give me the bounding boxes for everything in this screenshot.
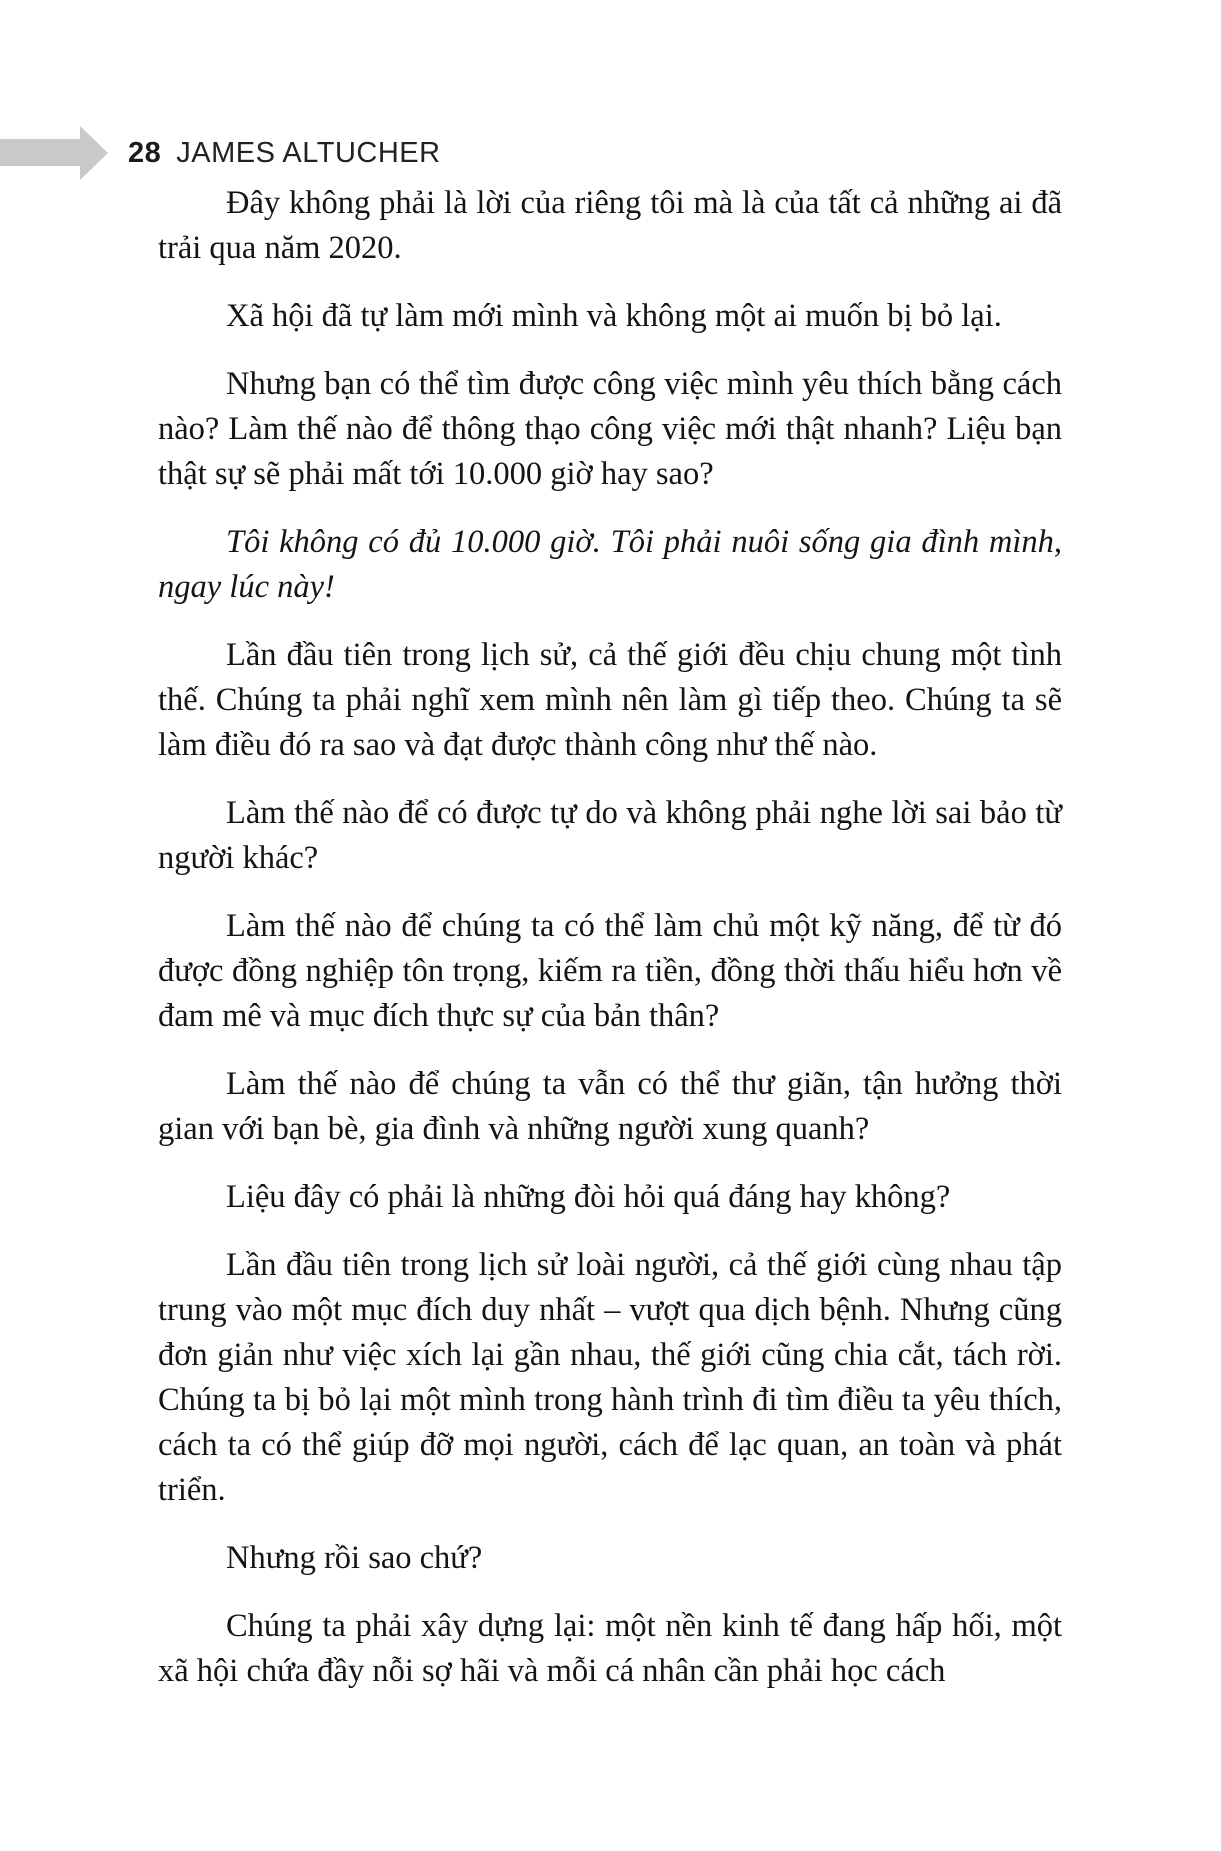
paragraph: Nhưng bạn có thể tìm được công việc mình yêu thích bằng cách nào? Làm thế nào để thông thạo công việc mới thật nhanh? Liệu bạn thật sự sẽ phải mất tới 10.000 giờ hay sao? [158,366,1062,492]
page-header [0,0,1221,190]
paragraph: Xã hội đã tự làm mới mình và không một ai muốn bị bỏ lại. [226,298,1002,334]
page-number: 28 [128,137,162,169]
paragraph: Nhưng rồi sao chứ? [226,1540,483,1576]
paragraph: Làm thế nào để có được tự do và không phải nghe lời sai bảo từ người khác? [158,795,1062,876]
paragraph-emphasized: Tôi không có đủ 10.000 giờ. Tôi phải nuôi sống gia đình mình, ngay lúc này! [158,524,1062,605]
paragraph: Lần đầu tiên trong lịch sử, cả thế giới đều chịu chung một tình thế. Chúng ta phải nghĩ xem mình nên làm gì tiếp theo. Chúng ta sẽ làm điều đó ra sao và đạt được thành công như thế nào. [158,637,1062,763]
right-arrow-shaft [0,139,80,166]
paragraph: Liệu đây có phải là những đòi hỏi quá đáng hay không? [226,1179,951,1215]
paragraph: Lần đầu tiên trong lịch sử loài người, cả thế giới cùng nhau tập trung vào một mục đích duy nhất – vượt qua dịch bệnh. Nhưng cũng đơn giản như việc xích lại gần nhau, thế giới cũng chia cắt, tách rời. Chúng ta bị bỏ lại một mình trong hành trình đi tìm điều ta yêu thích, cách ta có thể giúp đỡ mọi người, cách để lạc quan, an toàn và phát triển. [158,1247,1062,1508]
page-body [158,181,1062,1717]
right-arrow-head [80,126,108,180]
paragraph: Chúng ta phải xây dựng lại: một nền kinh tế đang hấp hối, một xã hội chứa đầy nỗi sợ hãi và mỗi cá nhân cần phải học cách [158,1608,1062,1689]
running-header [128,138,441,168]
paragraph: Làm thế nào để chúng ta có thể làm chủ một kỹ năng, để từ đó được đồng nghiệp tôn trọng, kiếm ra tiền, đồng thời thấu hiểu hơn về đam mê và mục đích thực sự của bản thân? [158,908,1062,1034]
right-arrow-icon [0,126,110,180]
paragraph: Đây không phải là lời của riêng tôi mà là của tất cả những ai đã trải qua năm 2020. [158,185,1062,266]
paragraph: Làm thế nào để chúng ta vẫn có thể thư giãn, tận hưởng thời gian với bạn bè, gia đình và những người xung quanh? [158,1066,1062,1147]
running-title: JAMES ALTUCHER [176,137,441,169]
